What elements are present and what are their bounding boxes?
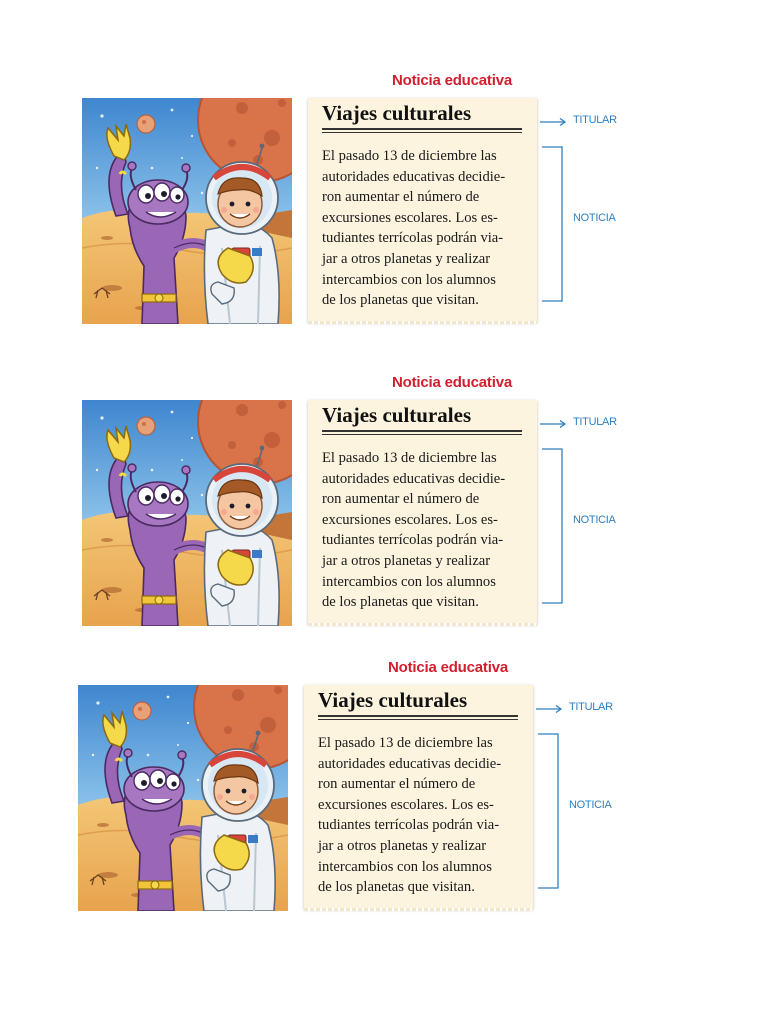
body-line: intercambios con los alumnos [322, 271, 496, 288]
titular-label: TITULAR [573, 416, 617, 428]
news-title: Viajes culturales [318, 688, 468, 712]
title-rule [322, 434, 522, 435]
body-line: jar a otros planetas y realizar [322, 552, 491, 569]
alien-astronaut-illustration [78, 685, 288, 911]
news-card [308, 98, 537, 322]
body-line: tudiantes terrícolas podrán via- [318, 817, 500, 834]
body-line: de los planetas que visitan. [322, 292, 479, 309]
title-rule [322, 128, 522, 130]
news-body [322, 146, 522, 311]
body-line: de los planetas que visitan. [322, 594, 479, 611]
body-line: excursiones escolares. Los es- [322, 209, 498, 226]
body-line: autoridades educativas decidie- [318, 755, 502, 772]
title-rule [322, 430, 522, 432]
section-header: Noticia educativa [388, 659, 508, 676]
bracket-icon [542, 146, 564, 302]
arrow-right-icon [540, 419, 568, 429]
body-line: ron aumentar el número de [318, 776, 476, 793]
news-title: Viajes culturales [322, 403, 472, 427]
news-body [318, 733, 518, 898]
title-rule [318, 715, 518, 717]
news-card [304, 685, 533, 909]
body-line: excursiones escolares. Los es- [318, 796, 494, 813]
body-line: jar a otros planetas y realizar [322, 250, 491, 267]
news-block-1 [82, 72, 642, 342]
body-line: El pasado 13 de diciembre las [322, 148, 497, 164]
body-line: excursiones escolares. Los es- [322, 511, 498, 528]
body-line: de los planetas que visitan. [318, 879, 475, 896]
alien-astronaut-illustration [82, 400, 292, 626]
title-rule [318, 719, 518, 720]
section-header: Noticia educativa [392, 374, 512, 391]
news-title: Viajes culturales [322, 101, 472, 125]
alien-astronaut-illustration [82, 98, 292, 324]
body-line: ron aumentar el número de [322, 189, 480, 206]
body-line: jar a otros planetas y realizar [318, 837, 487, 854]
titular-label: TITULAR [569, 701, 613, 713]
body-line: autoridades educativas decidie- [322, 470, 506, 487]
bracket-icon [538, 733, 560, 889]
noticia-label: NOTICIA [573, 514, 616, 526]
arrow-right-icon [540, 117, 568, 127]
body-line: ron aumentar el número de [322, 491, 480, 508]
body-line: El pasado 13 de diciembre las [318, 735, 493, 751]
body-line: autoridades educativas decidie- [322, 168, 506, 185]
noticia-label: NOTICIA [573, 212, 616, 224]
body-line: intercambios con los alumnos [318, 858, 492, 875]
bracket-icon [542, 448, 564, 604]
arrow-right-icon [536, 704, 564, 714]
body-line: tudiantes terrícolas podrán via- [322, 532, 504, 549]
body-line: intercambios con los alumnos [322, 573, 496, 590]
body-line: tudiantes terrícolas podrán via- [322, 230, 504, 247]
news-block-2 [82, 374, 642, 644]
section-header: Noticia educativa [392, 72, 512, 89]
title-rule [322, 132, 522, 133]
body-line: El pasado 13 de diciembre las [322, 450, 497, 466]
noticia-label: NOTICIA [569, 799, 612, 811]
news-body [322, 448, 522, 613]
news-card [308, 400, 537, 624]
titular-label: TITULAR [573, 114, 617, 126]
news-block-3 [78, 659, 638, 929]
